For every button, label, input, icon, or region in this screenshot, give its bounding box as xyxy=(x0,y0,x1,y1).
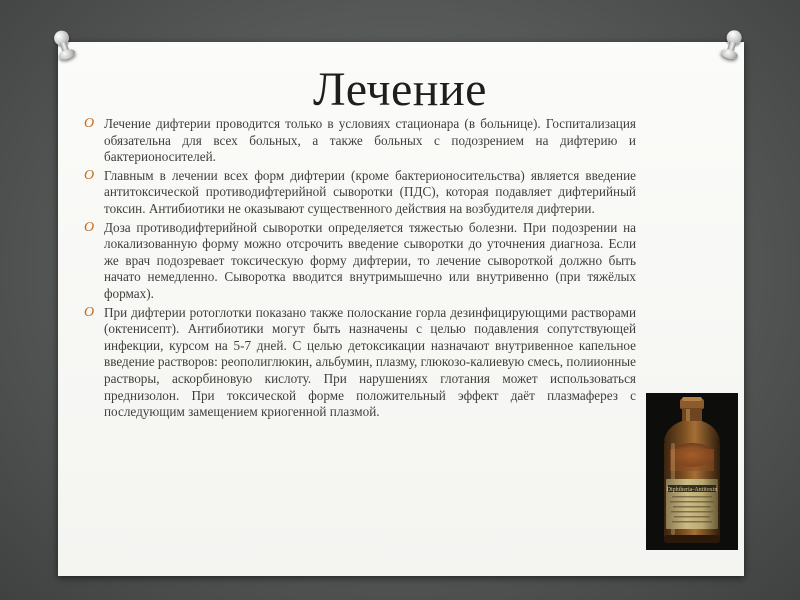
bullet-text: Лечение дифтерии проводится только в условиях стационара (в больнице). Госпитализация обязательна для всех больных, а также больных с подозрением на дифтерию и бактерионосителей. xyxy=(104,116,636,165)
pushpin-left-icon xyxy=(50,28,80,67)
bullet-item xyxy=(84,168,636,218)
bullet-marker-icon: O xyxy=(84,116,95,131)
bullet-text: Главным в лечении всех форм дифтерии (кроме бактерионосительства) является введение антитоксической противодифтерийной сыворотки (ПДС), которая подавляет дифтерийный токсин. Антибиотики не оказывают существенного действия на возбудителя дифтерии. xyxy=(104,167,636,216)
bullet-marker-icon: O xyxy=(84,219,95,235)
antitoxin-bottle-photo xyxy=(646,393,738,550)
bullet-list xyxy=(84,116,636,423)
slide-title: Лечение xyxy=(313,63,487,116)
bullet-marker-icon: O xyxy=(84,304,95,320)
bullet-text: При дифтерии ротоглотки показано также полоскание горла дезинфицирующими растворами (октенисепт). Антибиотики могут быть назначены с целью подавления сопутствующей инфекции, курсом на 5-7 дней. С целью детоксикации назначают внутривенное капельное введение растворов: реополиглюкин, альбумин, плазму, глюкозо-калиевую смесь, полиионные растворы, аскорбиновую кислоту. При нарушениях глотания может использоваться преднизолон. При токсической форме положительный эффект даёт плазмаферез с последующим замещением криогенной плазмой. xyxy=(104,304,636,420)
bullet-item xyxy=(84,305,636,421)
bullet-item xyxy=(84,116,636,166)
bullet-item xyxy=(84,220,636,303)
bottle-label-text: Diphtheria-Antitoxin xyxy=(666,487,718,493)
bullet-marker-icon: O xyxy=(84,167,95,183)
bullet-text: Доза противодифтерийной сыворотки определяется тяжестью болезни. При подозрении на локализованную форму можно отсрочить введение сыворотки до уточнения диагноза. Если же врач подозревает токсическую форму дифтерии, то лечение сывороткой должно быть начато немедленно. Сыворотка вводится внутримышечно или внутривенно (при тяжёлых формах). xyxy=(104,219,636,301)
